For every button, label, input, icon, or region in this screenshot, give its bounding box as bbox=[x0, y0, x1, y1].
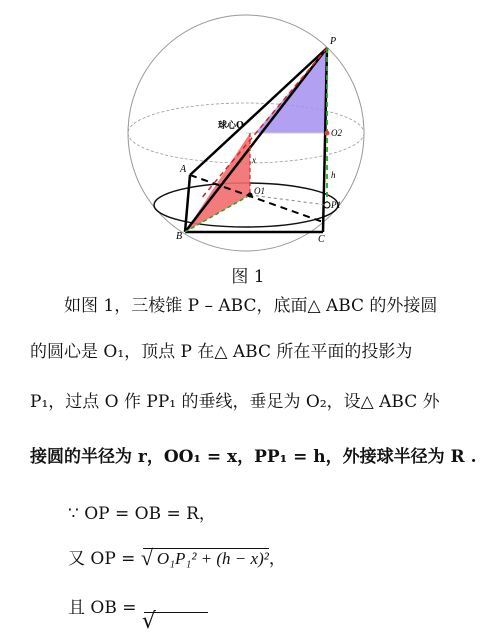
label-h: h bbox=[331, 170, 336, 180]
line7-prefix: 且 OB = bbox=[68, 598, 142, 618]
text-line-5: ∵ OP = OB = R， bbox=[68, 504, 216, 524]
point-O2 bbox=[325, 131, 330, 136]
text-line-3: P₁，过点 O 作 PP₁ 的垂线，垂足为 O₂，设△ ABC 外 bbox=[30, 392, 440, 412]
edge-AB bbox=[185, 175, 190, 232]
sqrt-partial bbox=[144, 612, 208, 613]
sqrt-radicand: √ O₁P₁² + (h − x)² bbox=[143, 548, 269, 569]
geometry-figure bbox=[0, 0, 496, 260]
text-line-7 bbox=[68, 598, 496, 618]
label-P: P bbox=[330, 36, 337, 47]
point-O1 bbox=[248, 193, 253, 198]
edge-PB bbox=[185, 48, 327, 232]
line6-prefix: 又 OP = bbox=[68, 549, 141, 569]
label-x: x bbox=[252, 155, 256, 165]
label-P1: P1 bbox=[331, 200, 341, 210]
text-line-2: 的圆心是 O₁，顶点 P 在△ ABC 所在平面的投影为 bbox=[30, 342, 413, 362]
point-P1 bbox=[324, 202, 330, 208]
text-line-4: 接圆的半径为 r，OO₁ = x，PP₁ = h，外接球半径为 R . bbox=[30, 447, 477, 467]
text-line-6 bbox=[68, 548, 496, 569]
label-A: A bbox=[180, 164, 187, 175]
label-O1: O1 bbox=[254, 186, 265, 196]
label-B: B bbox=[176, 231, 183, 242]
text-line-1: 如图 1，三棱锥 P – ABC，底面△ ABC 的外接圆 bbox=[64, 296, 438, 316]
label-sphere-center: 球心O bbox=[218, 121, 244, 131]
label-O2: O2 bbox=[331, 128, 342, 138]
figure-caption: 图 1 bbox=[231, 267, 265, 287]
label-C: C bbox=[318, 234, 325, 245]
line6-suffix: ， bbox=[268, 549, 286, 569]
